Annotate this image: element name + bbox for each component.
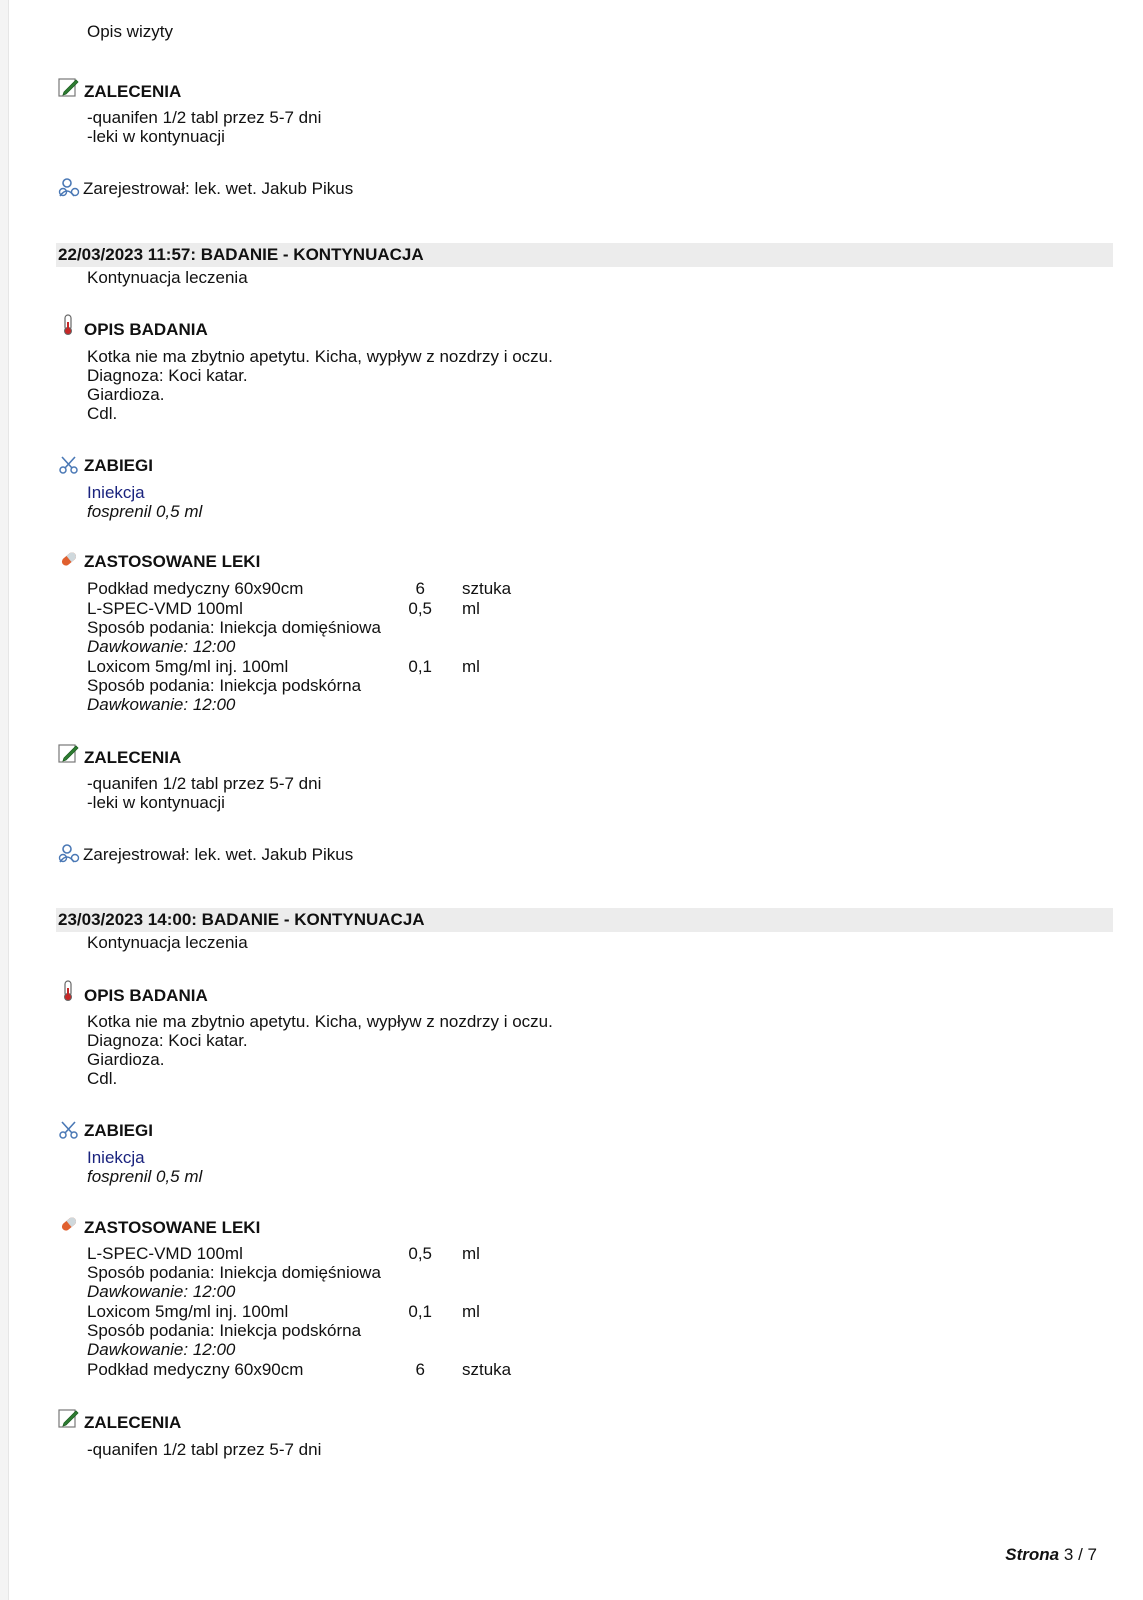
med-qty: 0,1: [408, 657, 432, 676]
med-name: L-SPEC-VMD 100ml: [87, 1244, 243, 1263]
med-unit: ml: [462, 599, 480, 618]
thermometer-icon: [60, 314, 76, 336]
scissors-icon: [58, 454, 80, 476]
recommendation-line: -leki w kontynuacji: [87, 127, 225, 146]
page-current: 3: [1063, 1545, 1074, 1564]
med-dose: Dawkowanie: 12:00: [87, 637, 236, 656]
procedure-name: Iniekcja: [87, 1148, 145, 1167]
exam-line: Diagnoza: Koci katar.: [87, 1031, 248, 1050]
exam-line: Diagnoza: Koci katar.: [87, 366, 248, 385]
exam-line: Cdl.: [87, 404, 118, 423]
med-qty: 6: [415, 1360, 425, 1379]
visit-header: 22/03/2023 11:57: BADANIE - KONTYNUACJA: [56, 243, 1113, 267]
meds-title: ZASTOSOWANE LEKI: [84, 1218, 261, 1237]
med-dose: Dawkowanie: 12:00: [87, 1282, 236, 1301]
med-route: Sposób podania: Iniekcja podskórna: [87, 1321, 362, 1340]
scissors-icon: [58, 1119, 80, 1141]
page-edge: [0, 0, 9, 1600]
visit-subtitle: Kontynuacja leczenia: [87, 933, 248, 952]
med-name: Podkład medyczny 60x90cm: [87, 1360, 304, 1379]
page-number: [1005, 1545, 1097, 1565]
recommendation-line: -quanifen 1/2 tabl przez 5-7 dni: [87, 1440, 322, 1459]
visit-subtitle: Kontynuacja leczenia: [87, 268, 248, 287]
med-name: Podkład medyczny 60x90cm: [87, 579, 304, 598]
visit-header: 23/03/2023 14:00: BADANIE - KONTYNUACJA: [56, 908, 1113, 932]
procedure-name: Iniekcja: [87, 483, 145, 502]
med-name: Loxicom 5mg/ml inj. 100ml: [87, 1302, 289, 1321]
pencil-icon: [58, 1407, 80, 1429]
thermometer-icon: [60, 980, 76, 1002]
med-unit: ml: [462, 1244, 480, 1263]
med-name: L-SPEC-VMD 100ml: [87, 599, 243, 618]
exam-line: Cdl.: [87, 1069, 118, 1088]
procedures-title: ZABIEGI: [84, 1121, 153, 1140]
med-name: Loxicom 5mg/ml inj. 100ml: [87, 657, 289, 676]
procedure-detail: fosprenil 0,5 ml: [87, 1167, 203, 1186]
veterinarian-icon: [58, 177, 82, 199]
pill-icon: [58, 1213, 80, 1235]
med-dose: Dawkowanie: 12:00: [87, 695, 236, 714]
med-dose: Dawkowanie: 12:00: [87, 1340, 236, 1359]
exam-title: OPIS BADANIA: [84, 320, 208, 339]
veterinarian-icon: [58, 843, 82, 865]
recommendation-line: -leki w kontynuacji: [87, 793, 225, 812]
med-qty: 6: [415, 579, 425, 598]
exam-title: OPIS BADANIA: [84, 986, 208, 1005]
page-label: Strona: [1005, 1545, 1060, 1564]
pencil-icon: [58, 76, 80, 98]
page-total: 7: [1087, 1545, 1097, 1564]
exam-line: Giardioza.: [87, 385, 165, 404]
med-qty: 0,5: [408, 599, 432, 618]
exam-line: Giardioza.: [87, 1050, 165, 1069]
med-route: Sposób podania: Iniekcja domięśniowa: [87, 1263, 381, 1282]
pill-icon: [58, 548, 80, 570]
procedure-detail: fosprenil 0,5 ml: [87, 502, 203, 521]
med-qty: 0,1: [408, 1302, 432, 1321]
recommendations-title: ZALECENIA: [84, 1413, 182, 1432]
exam-line: Kotka nie ma zbytnio apetytu. Kicha, wypływ z nozdrzy i oczu.: [87, 347, 553, 366]
meds-title: ZASTOSOWANE LEKI: [84, 552, 261, 571]
registered-by: Zarejestrował: lek. wet. Jakub Pikus: [83, 845, 354, 864]
med-qty: 0,5: [408, 1244, 432, 1263]
recommendations-title: ZALECENIA: [84, 82, 182, 101]
exam-line: Kotka nie ma zbytnio apetytu. Kicha, wypływ z nozdrzy i oczu.: [87, 1012, 553, 1031]
med-route: Sposób podania: Iniekcja podskórna: [87, 676, 362, 695]
med-unit: ml: [462, 657, 480, 676]
pencil-icon: [58, 742, 80, 764]
med-unit: sztuka: [462, 1360, 512, 1379]
med-unit: ml: [462, 1302, 480, 1321]
med-unit: sztuka: [462, 579, 512, 598]
recommendation-line: -quanifen 1/2 tabl przez 5-7 dni: [87, 774, 322, 793]
page-separator: /: [1078, 1545, 1083, 1564]
med-route: Sposób podania: Iniekcja domięśniowa: [87, 618, 381, 637]
visit-description-label: Opis wizyty: [87, 22, 173, 41]
recommendation-line: -quanifen 1/2 tabl przez 5-7 dni: [87, 108, 322, 127]
procedures-title: ZABIEGI: [84, 456, 153, 475]
recommendations-title: ZALECENIA: [84, 748, 182, 767]
registered-by: Zarejestrował: lek. wet. Jakub Pikus: [83, 179, 354, 198]
